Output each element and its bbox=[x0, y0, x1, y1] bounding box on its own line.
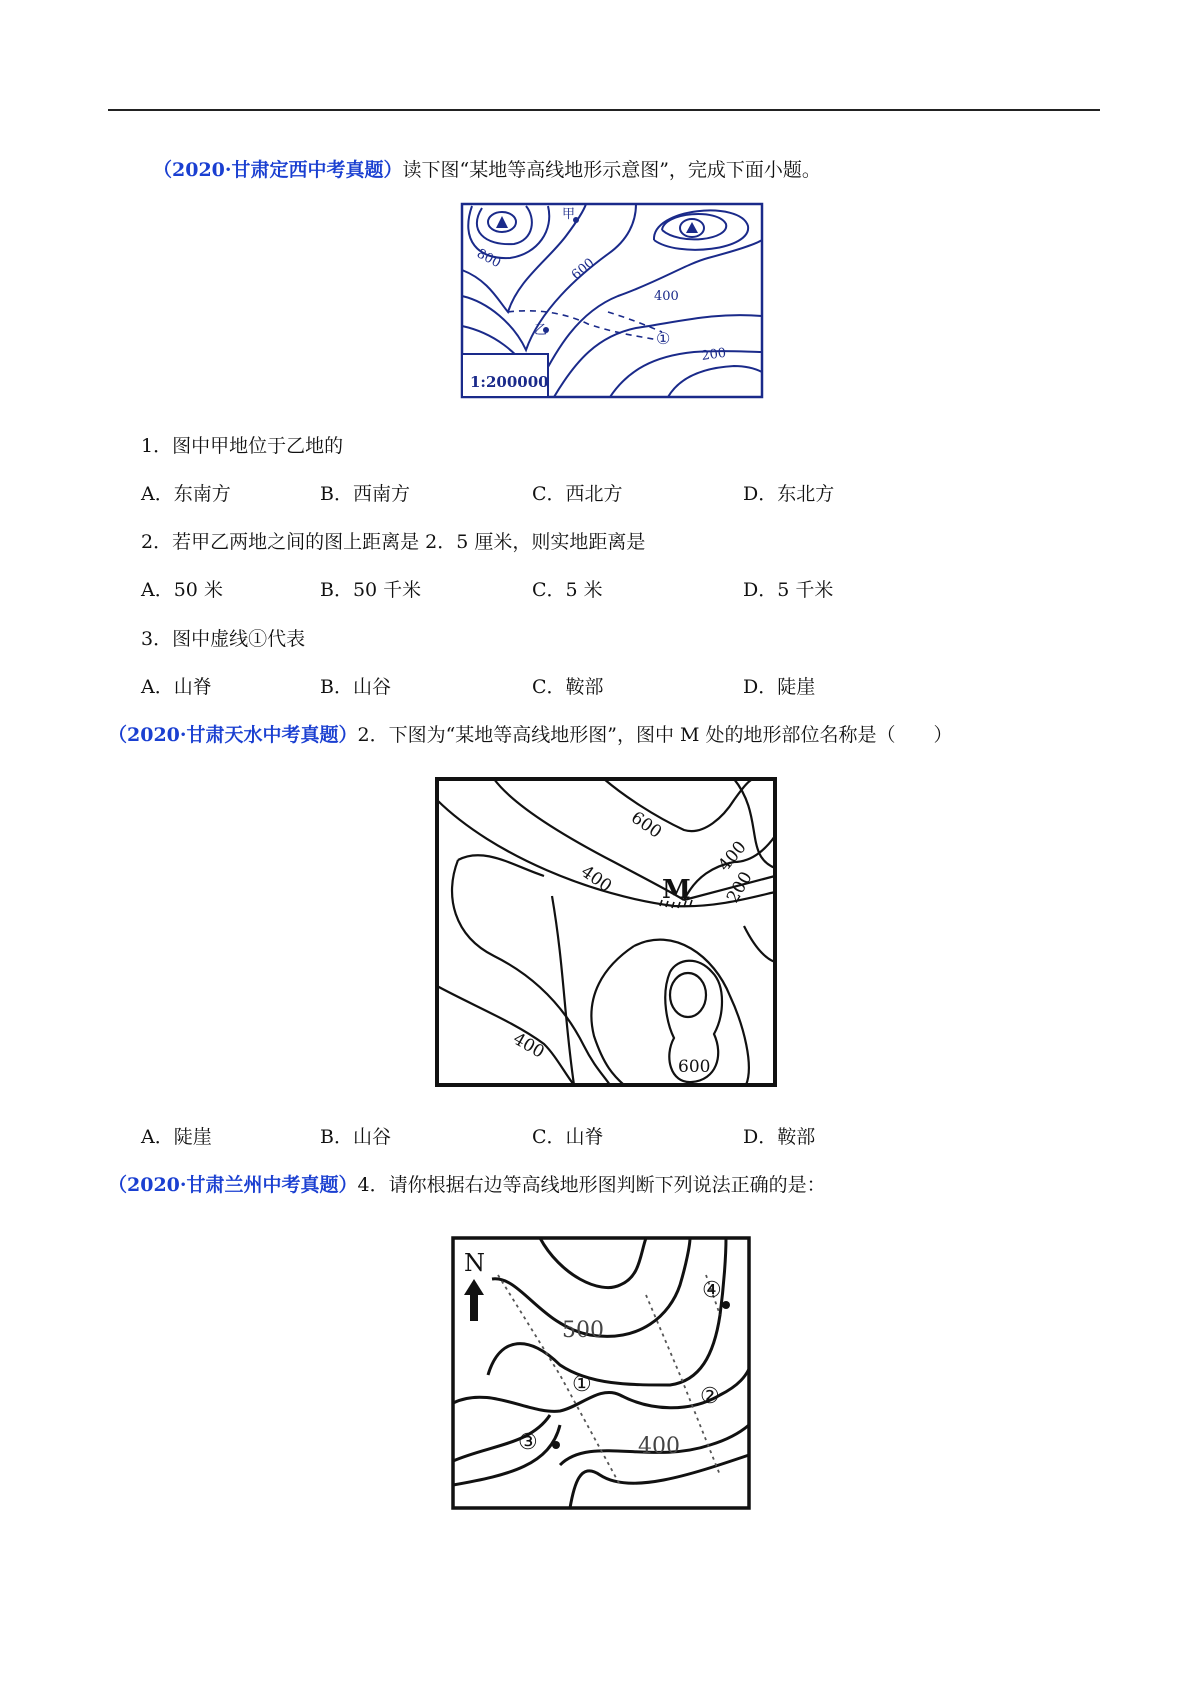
question-1-option-d: D．东北方 bbox=[743, 483, 835, 505]
stem-text: 读下图“某地等高线地形示意图”，完成下面小题。 bbox=[402, 159, 821, 181]
contour-map-1 bbox=[458, 200, 768, 402]
point-jia-label: 甲 bbox=[562, 207, 576, 222]
contour-label-600-top: 600 bbox=[627, 807, 666, 843]
stem-text: 4．请你根据右边等高线地形图判断下列说法正确的是： bbox=[357, 1174, 826, 1196]
question-tianshui-option-c: C．山脊 bbox=[532, 1126, 604, 1148]
marker-1: ① bbox=[572, 1372, 592, 1397]
label-m: M bbox=[662, 875, 691, 905]
question-3-option-b: B．山谷 bbox=[320, 676, 391, 698]
question-group-2-intro bbox=[108, 723, 953, 747]
contour-label-400: 400 bbox=[654, 289, 679, 304]
question-tianshui-option-a: A．陡崖 bbox=[141, 1126, 212, 1148]
point-yi-label: 乙 bbox=[534, 323, 548, 338]
map-scale: 1:200000 bbox=[470, 373, 549, 391]
contour-label-400-left: 400 bbox=[577, 861, 616, 897]
marker-3: ③ bbox=[518, 1430, 538, 1455]
source-tag: （2020·甘肃兰州中考真题） bbox=[108, 1174, 358, 1196]
question-3-stem: 3．图中虚线①代表 bbox=[141, 628, 306, 650]
question-2-option-b: B．50 千米 bbox=[320, 579, 422, 601]
contour-label-500: 500 bbox=[562, 1318, 604, 1343]
question-tianshui-option-b: B．山谷 bbox=[320, 1126, 391, 1148]
contour-label-400: 400 bbox=[638, 1434, 680, 1459]
question-tianshui-option-d: D．鞍部 bbox=[743, 1126, 816, 1148]
question-2-stem: 2．若甲乙两地之间的图上距离是 2．5 厘米，则实地距离是 bbox=[141, 531, 646, 553]
question-2-option-c: C．5 米 bbox=[532, 579, 603, 601]
question-3-option-d: D．陡崖 bbox=[743, 676, 816, 698]
header-rule bbox=[108, 109, 1100, 111]
question-group-1-intro bbox=[153, 158, 821, 182]
contour-label-400-bottom: 400 bbox=[509, 1029, 548, 1063]
north-label: N bbox=[464, 1249, 485, 1277]
question-group-3-intro bbox=[108, 1173, 826, 1197]
marker-4: ④ bbox=[702, 1278, 722, 1303]
contour-label-800: 800 bbox=[474, 246, 504, 272]
contour-label-600-bottom: 600 bbox=[678, 1057, 711, 1077]
question-3-option-c: C．鞍部 bbox=[532, 676, 604, 698]
contour-map-2 bbox=[434, 776, 780, 1090]
stem-text: 2．下图为“某地等高线地形图”，图中 M 处的地形部位名称是（ ） bbox=[357, 724, 953, 746]
source-tag: （2020·甘肃定西中考真题） bbox=[153, 159, 403, 181]
marker-2: ② bbox=[700, 1384, 720, 1409]
contour-label-200: 200 bbox=[700, 345, 728, 364]
marker-1-label: ① bbox=[656, 329, 671, 348]
source-tag: （2020·甘肃天水中考真题） bbox=[108, 724, 358, 746]
question-1-option-b: B．西南方 bbox=[320, 483, 410, 505]
contour-label-200: 200 bbox=[723, 868, 757, 907]
question-3-option-a: A．山脊 bbox=[141, 676, 212, 698]
contour-map-3 bbox=[450, 1235, 752, 1511]
question-1-stem: 1．图中甲地位于乙地的 bbox=[141, 435, 344, 457]
question-2-option-a: A．50 米 bbox=[141, 579, 223, 601]
question-2-option-d: D．5 千米 bbox=[743, 579, 834, 601]
contour-label-400-right: 400 bbox=[714, 837, 751, 876]
contour-label-600: 600 bbox=[568, 255, 598, 284]
question-1-option-a: A．东南方 bbox=[141, 483, 231, 505]
question-1-option-c: C．西北方 bbox=[532, 483, 623, 505]
